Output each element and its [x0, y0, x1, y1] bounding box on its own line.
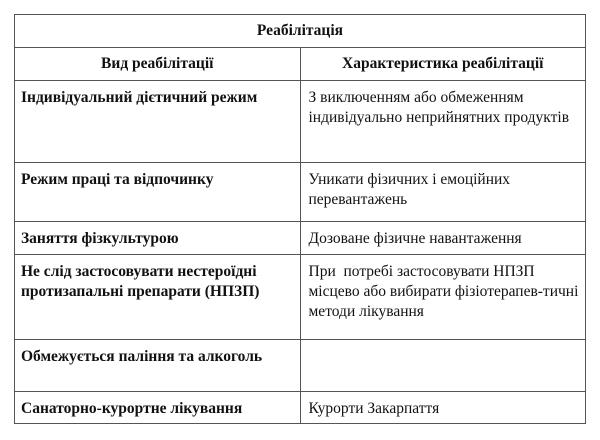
- table-row: [15, 222, 586, 255]
- rehab-type-cell: Обмежується паління та алкоголь: [15, 340, 301, 392]
- rehab-description-cell: Уникати фізичних і емоційних перевантажень: [300, 163, 586, 222]
- rehab-type-cell: Заняття фізкультурою: [15, 222, 301, 255]
- rehab-description-cell: При потребі застосовувати НПЗП місцево або вибирати фізіотерапев-тичні методи лікування: [300, 255, 586, 340]
- rehab-description-cell: [300, 340, 586, 392]
- rehab-description-cell: Курорти Закарпаття: [300, 392, 586, 424]
- table-title: Реабілітація: [15, 15, 586, 48]
- table-title-row: [15, 15, 586, 48]
- column-header-type: Вид реабілітації: [15, 48, 301, 81]
- rehab-type-cell: Режим праці та відпочинку: [15, 163, 301, 222]
- column-header-description: Характеристика реабілітації: [300, 48, 586, 81]
- table-header-row: [15, 48, 586, 81]
- rehab-type-cell: Індивідуальний дієтичний режим: [15, 81, 301, 163]
- rehab-type-cell: Санаторно-курортне лікування: [15, 392, 301, 424]
- rehab-description-cell: З виключенням або обмеженням індивідуально неприйнятних продуктів: [300, 81, 586, 163]
- table-row: [15, 340, 586, 392]
- table-row: [15, 392, 586, 424]
- table-row: [15, 255, 586, 340]
- rehab-description-cell: Дозоване фізичне навантаження: [300, 222, 586, 255]
- rehab-type-cell: Не слід застосовувати нестероїдні протизапальні препарати (НПЗП): [15, 255, 301, 340]
- table-row: [15, 81, 586, 163]
- rehabilitation-table: [14, 14, 586, 424]
- table-row: [15, 163, 586, 222]
